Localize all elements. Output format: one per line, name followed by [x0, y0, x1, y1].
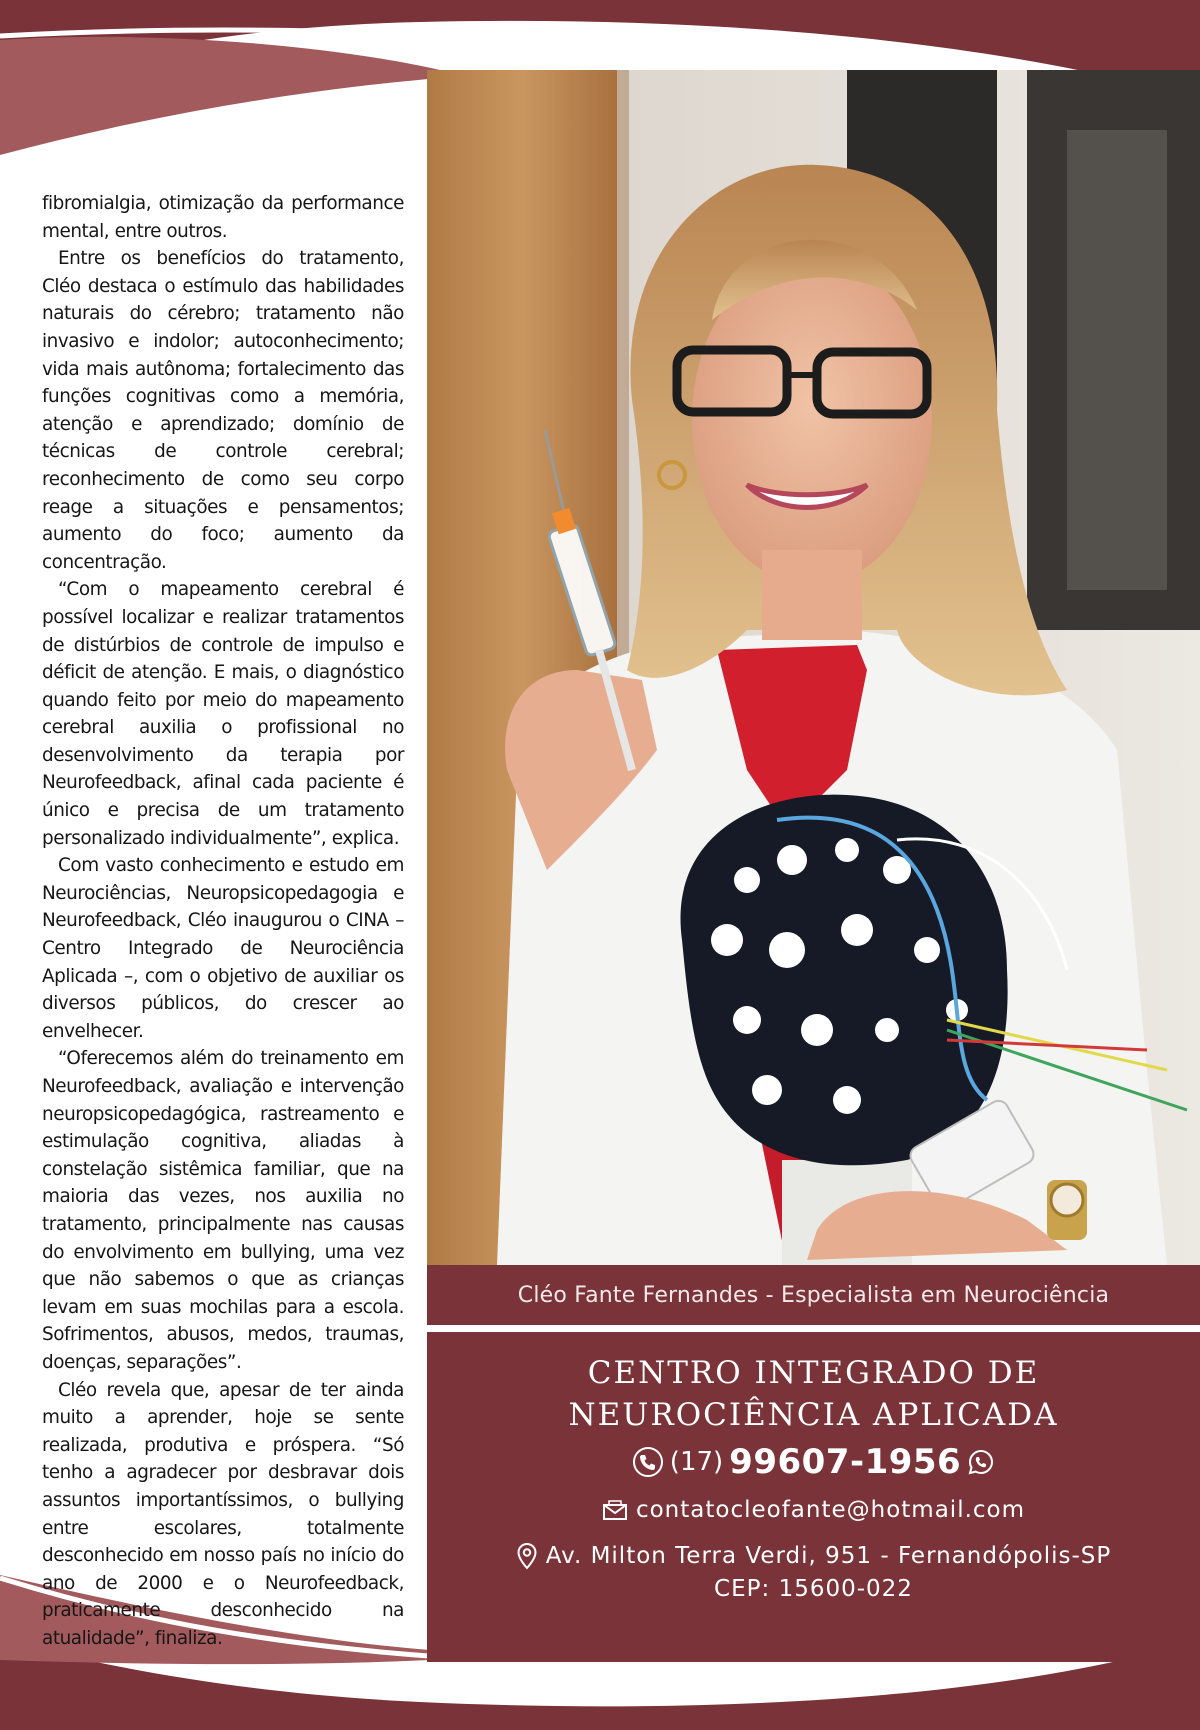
- address-row: [427, 1542, 1200, 1570]
- phone-number: 99607-1956: [729, 1442, 962, 1482]
- portrait-photo: [427, 70, 1200, 1265]
- contact-info-block: [427, 1332, 1200, 1662]
- phone-row[interactable]: [427, 1442, 1200, 1482]
- organization-name-line-2: NEUROCIÊNCIA APLICADA: [568, 1397, 1059, 1433]
- email-address: contatocleofante@hotmail.com: [635, 1497, 1026, 1523]
- article-paragraph: “Oferecemos além do treinamento em Neurofeedback, avaliação e intervenção neuropsicopedagógica, rastreamento e estimulação cognitiva, aliadas à constelação sistêmica familiar, que na maioria das vezes, nos auxilia no tratamento, principalmente nas causas do envolvimento em bullying, uma vez que não sabemos o que as crianças levam em suas mochilas para a escola. Sofrimentos, abusos, medos, traumas, doenças, separações”.: [42, 1048, 404, 1373]
- divider: [427, 1325, 1200, 1332]
- whatsapp-icon: [967, 1448, 995, 1476]
- organization-name-line-1: CENTRO INTEGRADO DE: [587, 1355, 1040, 1391]
- article-paragraph: “Com o mapeamento cerebral é possível localizar e realizar tratamentos de distúrbios de controle de impulso e déficit de atenção. E mais, o diagnóstico quando feito por meio do mapeamento cerebral auxilia o profissional no desenvolvimento da terapia por Neurofeedback, afinal cada paciente é único e precisa de um tratamento personalizado individualmente”, explica.: [42, 579, 404, 849]
- article-paragraph: Com vasto conhecimento e estudo em Neurociências, Neuropsicopedagogia e Neurofeedback, Cléo inaugurou o CINA – Centro Integrado de Neurociência Aplicada –, com o objetivo de auxiliar os diversos públicos, do crescer ao envelhecer.: [42, 855, 404, 1042]
- organization-name: [427, 1352, 1200, 1436]
- article-paragraph: fibromialgia, otimização da performance mental, entre outros.: [42, 193, 404, 242]
- email-row[interactable]: [427, 1497, 1200, 1523]
- photo-caption-bar: [427, 1265, 1200, 1325]
- photo-caption: Cléo Fante Fernandes - Especialista em Neurociência: [517, 1282, 1110, 1308]
- phone-area-code: (17): [669, 1447, 724, 1477]
- postal-code: CEP: 15600-022: [714, 1576, 913, 1602]
- article-text: [42, 190, 404, 1652]
- article-paragraph: Entre os benefícios do tratamento, Cléo destaca o estímulo das habilidades naturais do cérebro; tratamento não invasivo e indolor; autoconhecimento; vida mais autônoma; fortalecimento das funções cognitivas como a memória, atenção e aprendizado; domínio de técnicas de controle cerebral; reconhecimento de como seu corpo reage a situações e pensamentos; aumento do foco; aumento da concentração.: [42, 248, 404, 573]
- envelope-icon: [602, 1499, 628, 1521]
- phone-icon: [632, 1446, 664, 1478]
- postal-code-row: [427, 1576, 1200, 1602]
- map-pin-icon: [516, 1542, 538, 1570]
- street-address: Av. Milton Terra Verdi, 951 - Fernandópolis-SP: [545, 1543, 1112, 1569]
- article-paragraph: Cléo revela que, apesar de ter ainda muito a aprender, hoje se sente realizada, produtiva e próspera. “Só tenho a agradecer por desbravar dois assuntos importantíssimos, o bullying entre escolares, totalmente desconhecido em nosso país no início do ano de 2000 e o Neurofeedback, praticamente desconhecido na atualidade”, finaliza.: [42, 1379, 404, 1649]
